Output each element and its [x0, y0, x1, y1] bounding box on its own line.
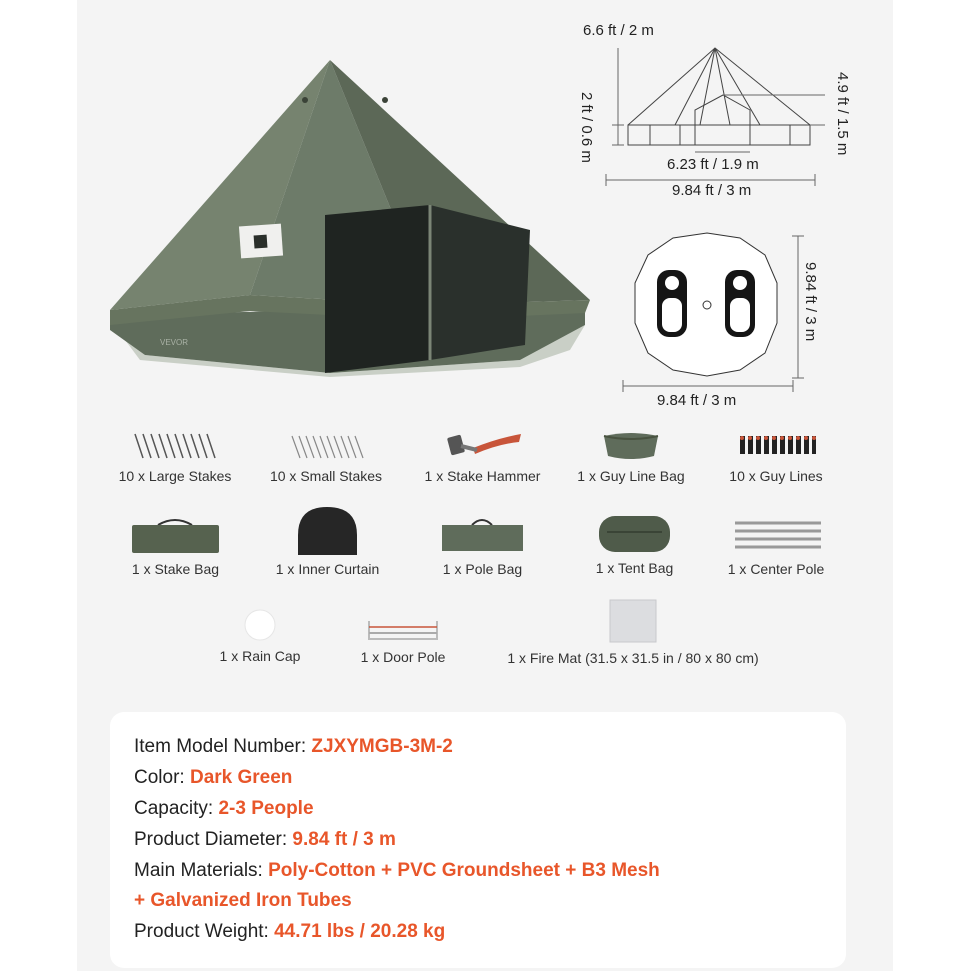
- spec-capacity: [134, 798, 314, 820]
- spec-value: Poly-Cotton + PVC Groundsheet + B3 Mesh: [268, 860, 660, 881]
- accessory-center-pole: [722, 515, 830, 577]
- spec-label: Color:: [134, 767, 185, 788]
- accessory-label: 1 x Center Pole: [727, 561, 825, 577]
- spec-label: Product Diameter:: [134, 829, 288, 850]
- spec-materials-line2: [134, 890, 352, 912]
- accessory-small-stakes: [266, 430, 386, 484]
- rain-cap-icon: [243, 608, 277, 642]
- guy-line-bag-icon: [596, 430, 666, 462]
- accessory-tent-bag: [577, 512, 692, 576]
- spec-color: [134, 767, 292, 789]
- spec-label: Product Weight:: [134, 921, 269, 942]
- hammer-icon: [443, 430, 523, 462]
- spec-label: Capacity:: [134, 798, 214, 819]
- spec-model: [134, 736, 453, 758]
- accessory-label: 1 x Fire Mat (31.5 x 31.5 in / 80 x 80 cm): [507, 650, 759, 666]
- spec-value: + Galvanized Iron Tubes: [134, 890, 352, 911]
- accessory-label: 1 x Door Pole: [360, 649, 446, 665]
- spec-value: Dark Green: [189, 767, 293, 788]
- accessory-large-stakes: [115, 430, 235, 484]
- spec-diameter: [134, 829, 396, 851]
- top-view-diagram: [615, 228, 815, 398]
- base-width-label: 9.84 ft / 3 m: [672, 182, 752, 199]
- accessory-guy-line-bag: [571, 430, 691, 484]
- spec-value: ZJXYMGB-3M-2: [311, 736, 453, 757]
- accessory-label: 10 x Guy Lines: [729, 468, 823, 484]
- door-pole-icon: [363, 613, 443, 643]
- fire-mat-icon: [608, 598, 658, 644]
- accessory-pole-bag: [425, 515, 540, 577]
- spec-value: 44.71 lbs / 20.28 kg: [274, 921, 446, 942]
- accessory-door-pole: [348, 613, 458, 665]
- accessory-label: 10 x Large Stakes: [118, 468, 232, 484]
- accessory-label: 1 x Pole Bag: [442, 561, 523, 577]
- inner-curtain-icon: [295, 505, 360, 555]
- accessory-label: 1 x Stake Bag: [131, 561, 220, 577]
- accessory-guy-lines: [720, 430, 832, 484]
- sleeping-bag-icon: [725, 270, 755, 337]
- tent-image: [100, 55, 595, 380]
- spec-materials: [134, 860, 660, 882]
- spec-label: Main Materials:: [134, 860, 263, 881]
- accessory-stake-hammer: [420, 430, 545, 484]
- accessory-fire-mat: [502, 598, 764, 666]
- accessory-label: 1 x Stake Hammer: [424, 468, 541, 484]
- spec-label: Item Model Number:: [134, 736, 307, 757]
- spec-value: 9.84 ft / 3 m: [292, 829, 396, 850]
- door-height-label: 4.9 ft / 1.5 m: [834, 72, 851, 156]
- wall-height-label: 2 ft / 0.6 m: [578, 92, 595, 163]
- guy-lines-icon: [736, 430, 816, 462]
- brand-mark: VEVOR: [160, 338, 189, 347]
- accessory-label: 10 x Small Stakes: [269, 468, 383, 484]
- center-pole-icon: [729, 515, 824, 555]
- sleeping-bag-icon: [657, 270, 687, 337]
- stake-bag-icon: [128, 515, 223, 555]
- height-label: 6.6 ft / 2 m: [583, 22, 654, 39]
- tent-bag-icon: [597, 512, 672, 554]
- accessory-rain-cap: [210, 608, 310, 664]
- top-depth-label: 9.84 ft / 3 m: [802, 262, 819, 342]
- accessory-label: 1 x Tent Bag: [595, 560, 674, 576]
- accessory-inner-curtain: [270, 505, 385, 577]
- top-width-label: 9.84 ft / 3 m: [657, 392, 737, 409]
- accessory-label: 1 x Inner Curtain: [275, 561, 380, 577]
- spec-weight: [134, 921, 445, 943]
- accessory-label: 1 x Rain Cap: [219, 648, 301, 664]
- door-width-label: 6.23 ft / 1.9 m: [667, 156, 759, 173]
- small-stakes-icon: [286, 430, 366, 462]
- large-stakes-icon: [125, 430, 225, 462]
- pole-bag-icon: [440, 515, 525, 555]
- accessory-stake-bag: [118, 515, 233, 577]
- spec-value: 2-3 People: [218, 798, 314, 819]
- accessory-label: 1 x Guy Line Bag: [577, 468, 685, 484]
